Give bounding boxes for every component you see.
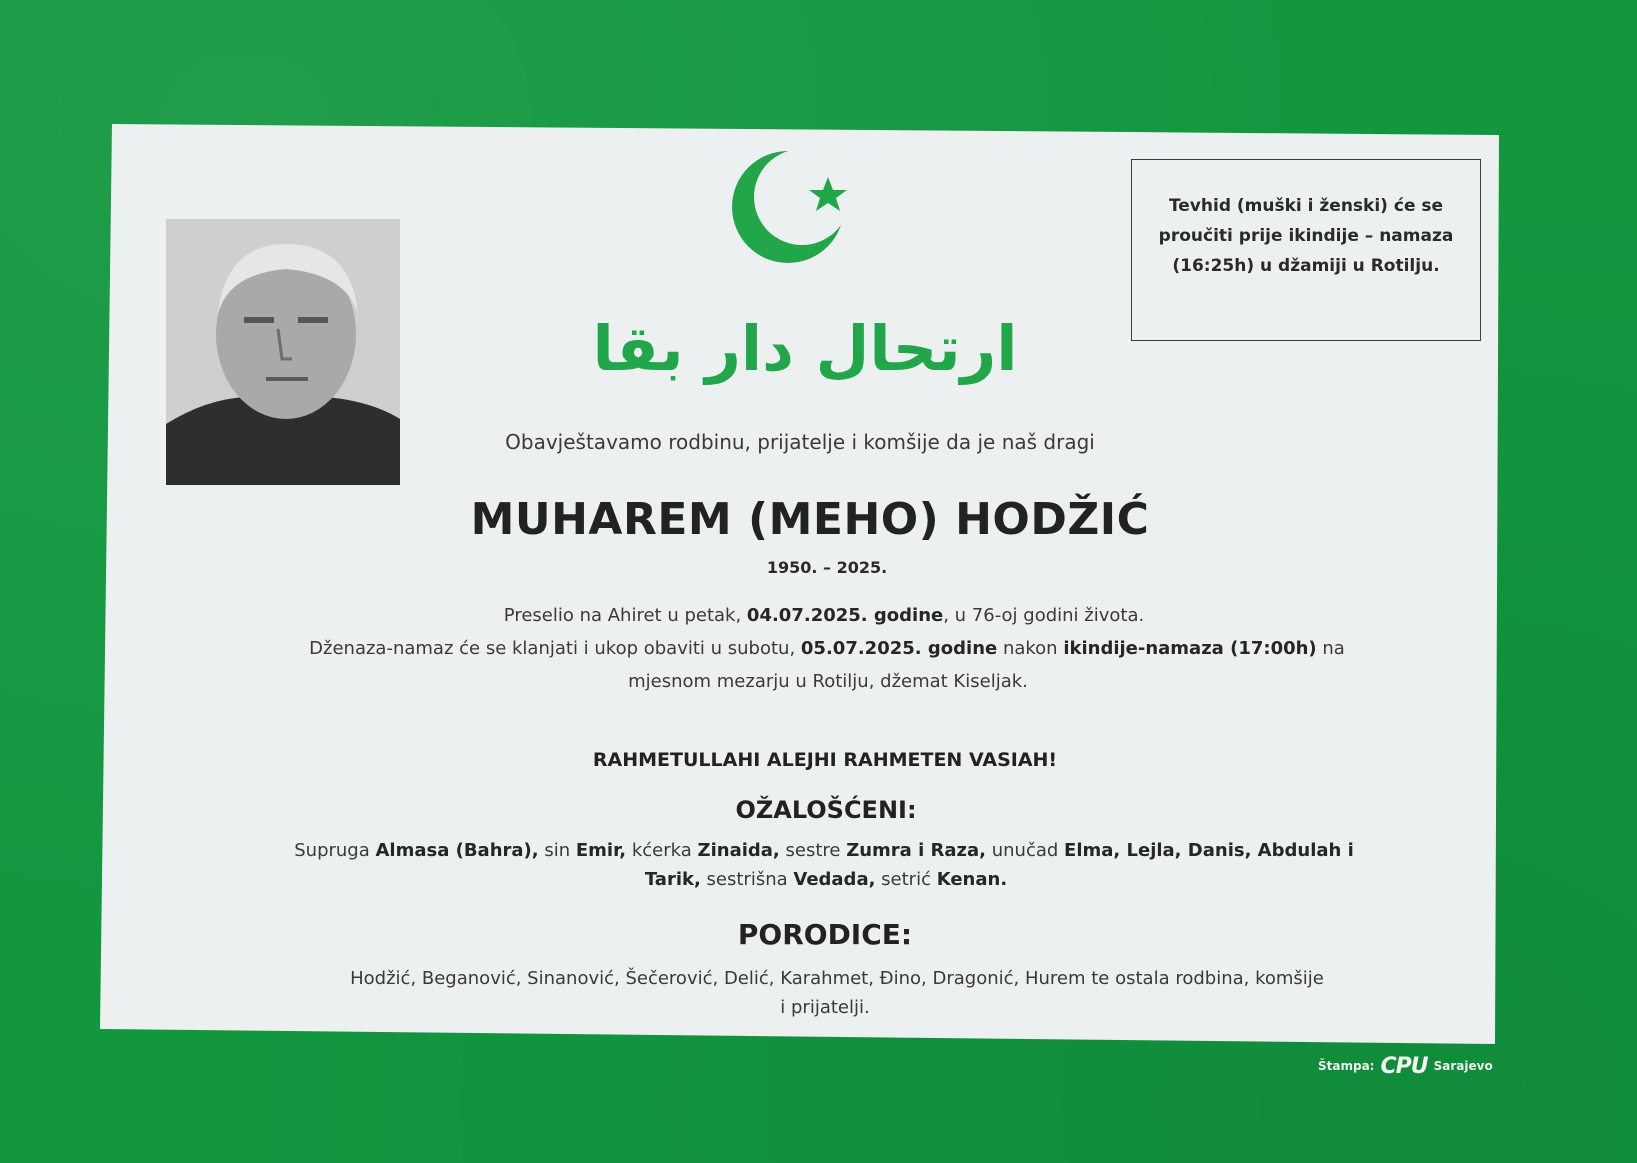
arabic-calligraphy bbox=[592, 282, 1018, 402]
life-years: 1950. – 2025. bbox=[766, 558, 888, 577]
mourner-name: Emir, bbox=[575, 840, 627, 861]
mourner-name: Zumra i Raza, bbox=[846, 840, 987, 861]
death-text-pre: Preselio na Ahiret u petak, bbox=[503, 605, 747, 626]
tevhid-text: Tevhid (muški i ženski) će se proučiti prije ikindije – namaza (16:25h) u džamiji u Rotilju. bbox=[1158, 196, 1454, 276]
deceased-name: MUHAREM (MEHO) HODŽIĆ bbox=[470, 494, 1150, 545]
death-date: 04.07.2025. godine bbox=[746, 605, 944, 626]
rahmet-prayer: RAHMETULLAHI ALEJHI RAHMETEN VASIAH! bbox=[592, 749, 1058, 771]
print-credit-city: Sarajevo bbox=[1433, 1059, 1493, 1073]
mourner-name: Kenan. bbox=[936, 869, 1008, 890]
mourner-relation: unučad bbox=[986, 840, 1065, 861]
death-line bbox=[24, 605, 1624, 626]
print-credit bbox=[1318, 1052, 1493, 1080]
dzenaza-time: ikindije-namaza (17:00h) bbox=[1063, 638, 1317, 659]
mourner-relation: sin bbox=[538, 840, 576, 861]
mourners-line-1 bbox=[24, 840, 1624, 861]
dzenaza-line bbox=[27, 638, 1627, 659]
families-line-1: Hodžić, Beganović, Sinanović, Šečerović, Delić, Karahmet, Đino, Dragonić, Hurem te ostala rodbina, komšije bbox=[350, 968, 1324, 989]
mourner-name: Tarik, bbox=[644, 869, 701, 890]
mourner-relation: setrić bbox=[875, 869, 937, 890]
death-text-post: , u 76-oj godini života. bbox=[943, 605, 1145, 626]
mourner-name: Almasa (Bahra), bbox=[375, 840, 539, 861]
dzenaza-date: 05.07.2025. godine bbox=[800, 638, 998, 659]
dzenaza-text-pre: Dženaza-namaz će se klanjati i ukop obaviti u subotu, bbox=[309, 638, 801, 659]
mourner-name: Vedada, bbox=[793, 869, 876, 890]
families-line-2: i prijatelji. bbox=[780, 997, 870, 1018]
mourner-name: Elma, Lejla, Danis, Abdulah i bbox=[1064, 840, 1354, 861]
families-heading: PORODICE: bbox=[737, 918, 913, 951]
crescent-star-icon bbox=[720, 145, 880, 275]
intro-text: Obavještavamo rodbinu, prijatelje i komšije da je naš dragi bbox=[505, 430, 1095, 454]
mourners-heading: OŽALOŠĆENI: bbox=[735, 796, 917, 824]
dzenaza-text-post: na bbox=[1316, 638, 1345, 659]
mourners-line-2 bbox=[26, 869, 1626, 890]
calligraphy-text: ارتحال دار بقا bbox=[592, 312, 1018, 385]
tevhid-notice-box bbox=[1131, 159, 1481, 341]
dzenaza-text-mid: nakon bbox=[997, 638, 1064, 659]
mourner-name: Zinaida, bbox=[697, 840, 780, 861]
printer-logo: CPU bbox=[1380, 1053, 1428, 1079]
print-credit-label: Štampa: bbox=[1318, 1059, 1375, 1073]
mourner-relation: kćerka bbox=[626, 840, 698, 861]
mourner-relation: sestrišna bbox=[700, 869, 794, 890]
mourner-relation: Supruga bbox=[294, 840, 376, 861]
mourner-relation: sestre bbox=[779, 840, 847, 861]
burial-place-line: mjesnom mezarju u Rotilju, džemat Kiseljak. bbox=[628, 671, 1028, 692]
